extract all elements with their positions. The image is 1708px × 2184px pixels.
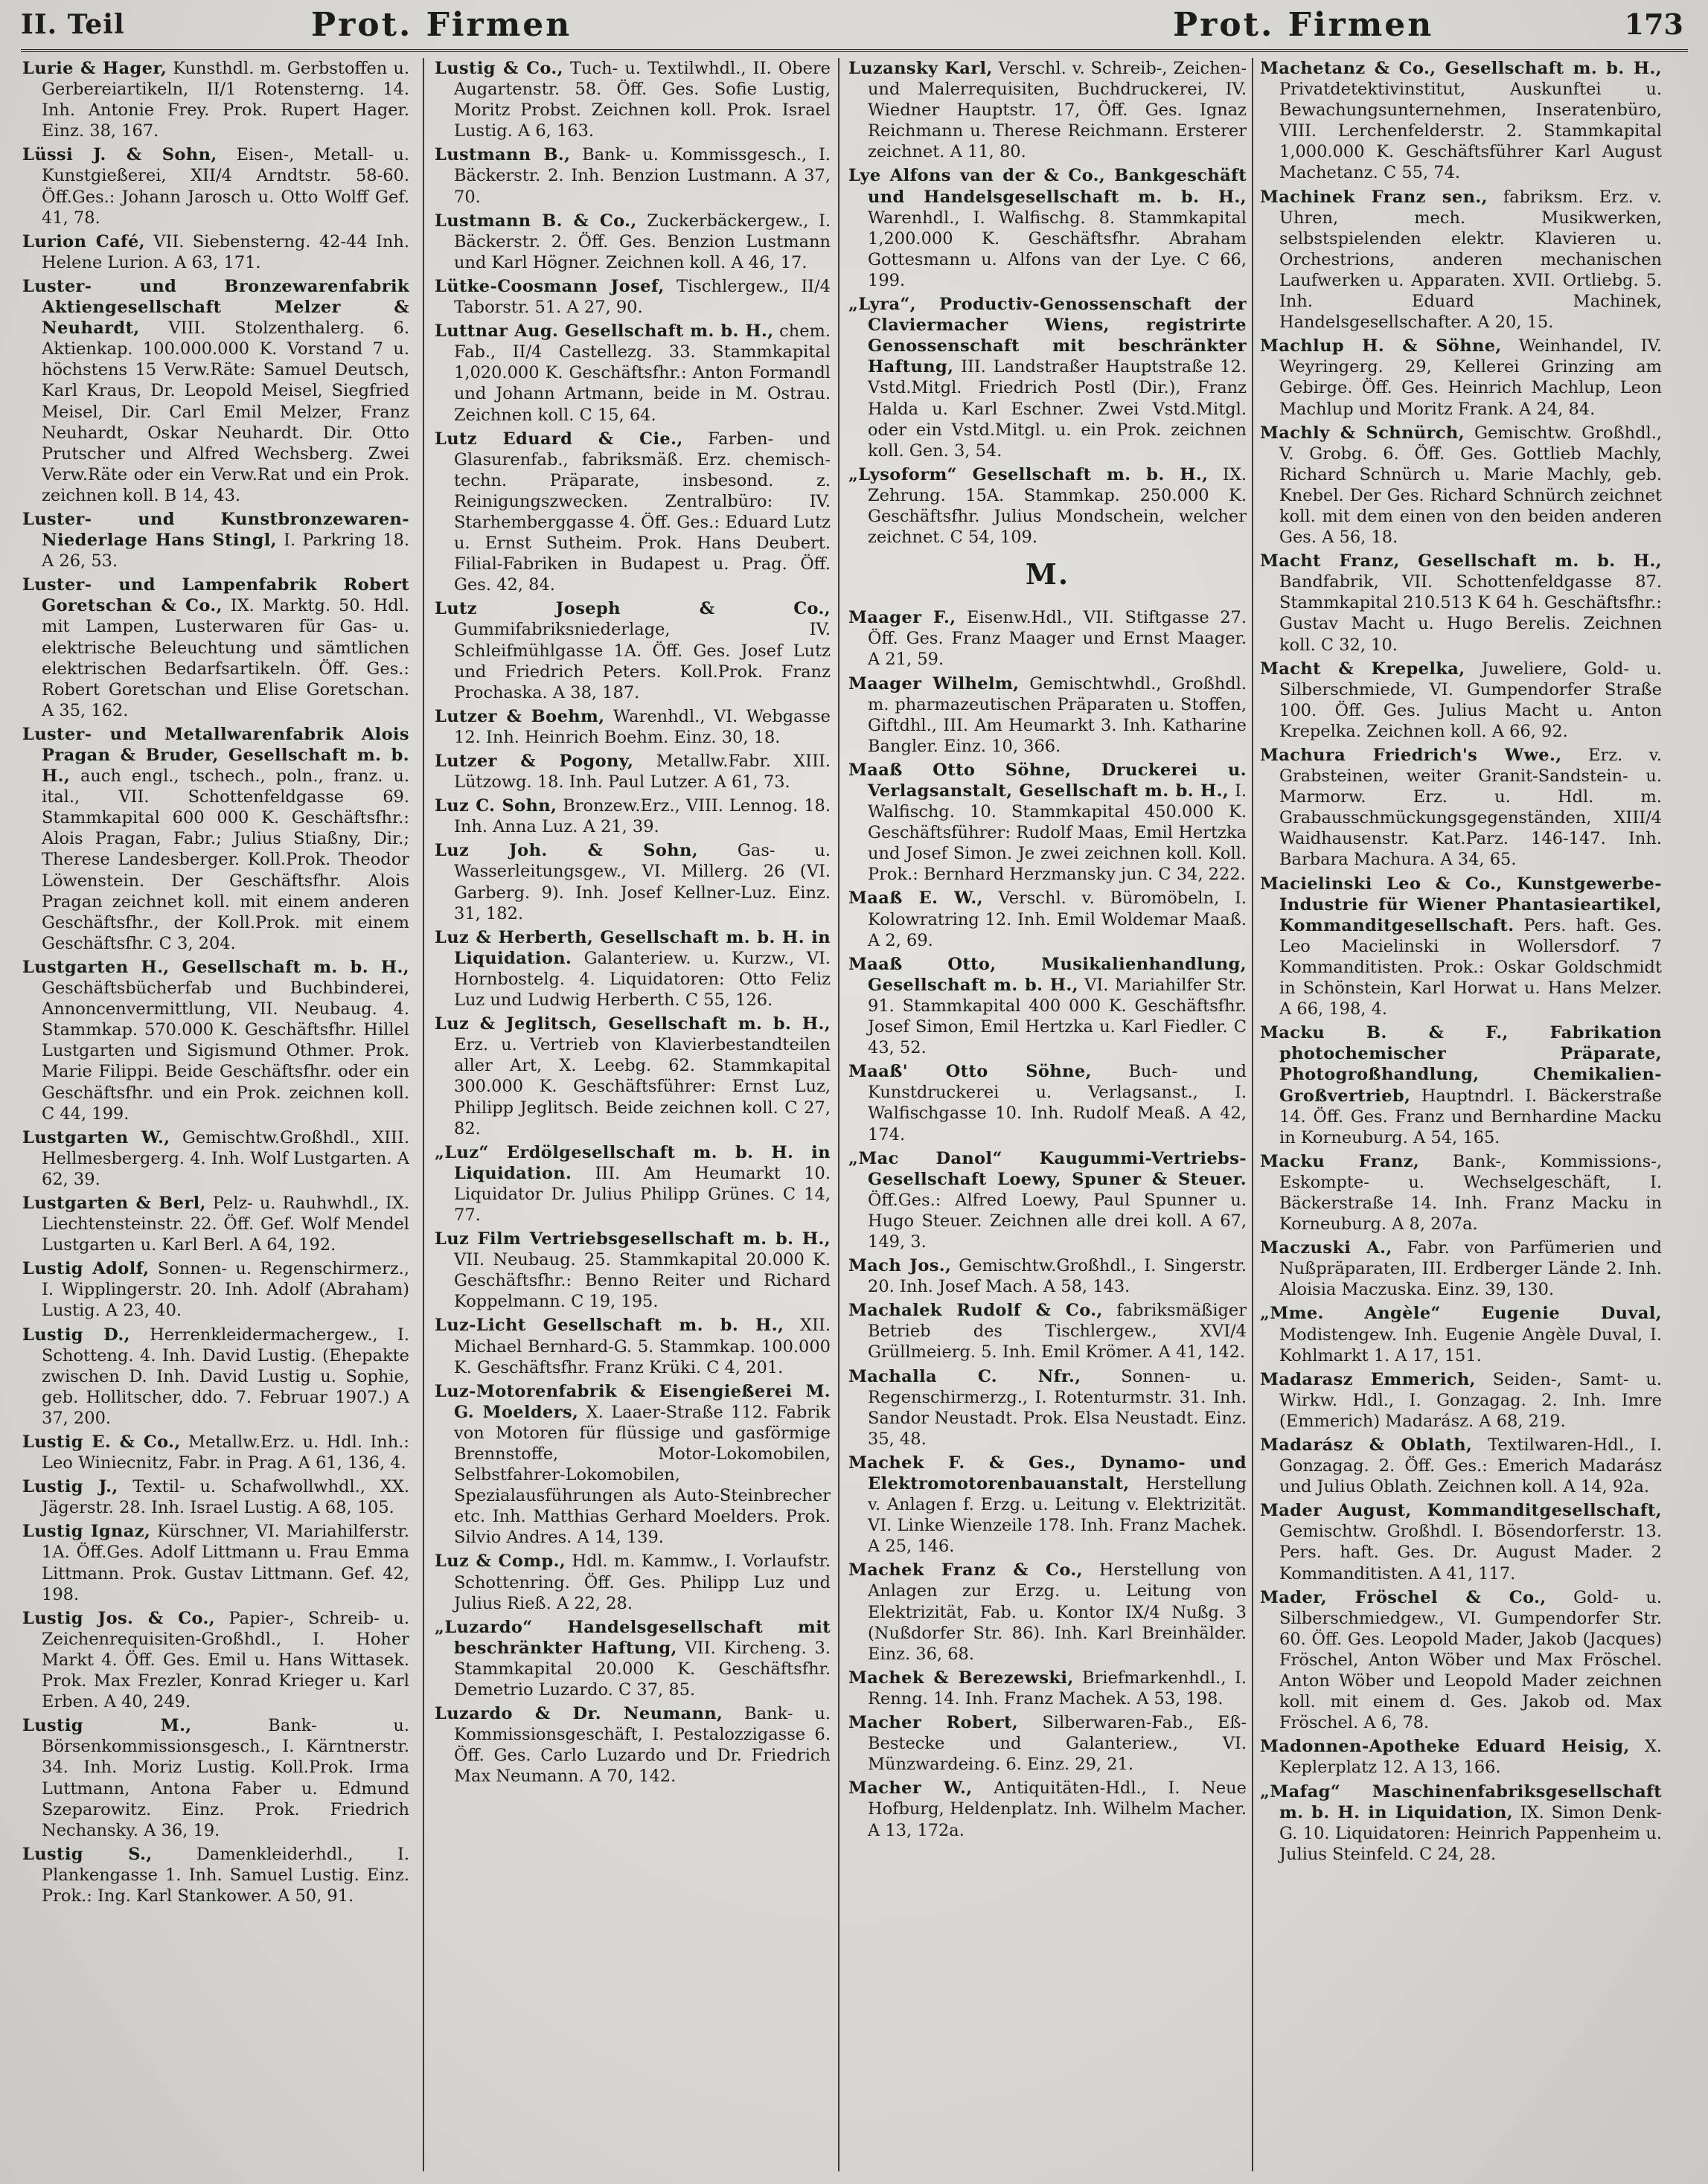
firm-details: I. Parkring 18. A 26, 53. [42,531,409,571]
directory-entry [435,751,831,792]
section-letter: M. [1025,557,1070,592]
firm-details: Papier-, Schreib- u. Zeichenrequisiten-Großhdl., I. Hoher Markt 4. Öff. Ges. Emil u. Hans Wittasek. Prok. Max Frezler, Konrad Krieger u. Karl Erben. A 40, 249. [42,1608,409,1712]
firm-name: Lütke-Coosmann Josef, [435,276,665,296]
firm-name: Machly & Schnürch, [1260,423,1465,443]
firm-details: Herstellung von Anlagen zur Erzg. u. Leitung von Elektrizität, Fab. u. Kontor IX/4 Nußg. 3 (Nußdorfer Str. 86). Inh. Karl Breinhälder. Einz. 36, 68. [868,1560,1247,1664]
firm-name: Luster- und Kunstbronzewaren-Niederlage Hans Stingl, [22,509,409,551]
firm-name: Lustmann B. & Co., [435,211,637,231]
directory-entry [22,1193,409,1255]
firm-details: Warenhdl., VI. Webgasse 12. Inh. Heinrich Boehm. Einz. 30, 18. [454,706,831,747]
directory-entry [435,1013,831,1139]
column-3 [848,58,1247,2175]
firm-name: Macher Robert, [848,1713,1019,1733]
firm-details: Textilwaren-Hdl., I. Gonzagag. 2. Öff. Ges.: Emerich Madarász und Julius Oblath. Zeichnen koll. A 14, 92a. [1279,1435,1662,1497]
firm-details: Gemischtw.Großhdl., XIII. Hellmesbergerg. 4. Inh. Wolf Lustgarten. A 62, 39. [42,1127,409,1189]
firm-name: Madonnen-Apotheke Eduard Heisig, [1260,1737,1630,1757]
firm-name: Luz-Motorenfabrik & Eisengießerei M. G. Moelders, [435,1381,831,1422]
firm-name: Lustig D., [22,1325,130,1345]
firm-details: Galanteriew. u. Kurzw., VI. Hornbostelg. 4. Liquidatoren: Otto Feliz Luz und Ludwig Herberth. C 55, 126. [454,948,831,1011]
firm-details: Kürschner, VI. Mariahilferstr. 1A. Öff.Ges. Adolf Littmann u. Frau Emma Littmann. Prok. Gustav Littmann. Gef. 42, 198. [42,1522,409,1604]
directory-entry [848,294,1247,461]
firm-name: Luz C. Sohn, [435,796,557,816]
firm-name: Lye Alfons van der & Co., Bankgeschäft und Handelsgesellschaft m. b. H., [848,166,1247,207]
firm-name: Lurie & Hager, [22,59,167,78]
firm-name: Lustig J., [22,1477,118,1497]
firm-details: Gas- u. Wasserleitungsgew., VI. Millerg. 26 (VI. Garberg. 9). Inh. Josef Kellner-Luz. Einz. 31, 182. [454,841,831,923]
firm-details: chem. Fab., II/4 Castellezg. 33. Stammkapital 1,020.000 K. Geschäftsfhr.: Anton Formandl und Johann Artmann, beide in M. Ostrau. Zeichnen koll. C 15, 64. [454,321,831,425]
firm-details: Damenkleiderhdl., I. Plankengasse 1. Inh. Samuel Lustig. Einz. Prok.: Ing. Karl Stankower. A 50, 91. [42,1844,409,1906]
column-divider [1252,58,1253,2171]
firm-name: Machek F. & Ges., Dynamo- und Elektromotorenbauanstalt, [848,1453,1247,1493]
directory-entry [435,276,831,318]
firm-name: „Lyra“, Productiv-Genossenschaft der Claviermacher Wiens, registrirte Genossenschaft mit beschränkter Haftung, [848,295,1247,377]
firm-details: VII. Kircheng. 3. Stammkapital 20.000 K. Geschäftsfhr. Demetrio Luzardo. C 37, 85. [454,1638,831,1700]
firm-details: X. Keplerplatz 12. A 13, 166. [1279,1737,1662,1778]
firm-name: Madarasz Emmerich, [1260,1369,1476,1389]
directory-entry [1260,1303,1662,1365]
column-divider [423,58,424,2171]
directory-entry [848,464,1247,548]
directory-entry [435,429,831,596]
firm-details: Gummifabriksniederlage, IV. Schleifmühlgasse 1A. Öff. Ges. Josef Lutz und Friedrich Peters. Koll.Prok. Franz Prochaska. A 38, 187. [454,620,831,702]
firm-details: Seiden-, Samt- u. Wirkw. Hdl., I. Gonzagag. 2. Inh. Imre (Emmerich) Madarász. A 68, 219. [1279,1369,1662,1431]
firm-name: Mader August, Kommanditgesellschaft, [1260,1501,1662,1521]
running-title-left: Prot. Firmen [311,6,572,44]
directory-entry [22,509,409,571]
page-number: 173 [1624,7,1683,41]
directory-entry [1260,187,1662,333]
firm-name: Lustig S., [22,1844,153,1864]
firm-name: Luzansky Karl, [848,59,993,78]
firm-details: Verschl. v. Schreib-, Zeichen- und Malerrequisiten, Buchdruckerei, IV. Wiedner Hauptstr. 17, Öff. Ges. Ignaz Reichmann u. Therese Reichmann. Ersterer zeichnet. A 11, 80. [868,59,1247,162]
directory-entry [1260,659,1662,742]
firm-name: Machalla C. Nfr., [848,1366,1081,1386]
directory-entry [435,1142,831,1226]
firm-name: Luster- und Bronzewarenfabrik Aktiengesellschaft Melzer & Neuhardt, [22,276,409,339]
directory-entry [22,58,409,141]
firm-details: VII. Neubaug. 25. Stammkapital 20.000 K. Geschäftsfhr.: Benno Reiter und Richard Koppelmann. C 19, 195. [454,1250,831,1312]
directory-entry [22,574,409,721]
directory-entry [435,598,831,702]
firm-name: „Mac Danol“ Kaugummi-Vertriebs-Gesellschaft Loewy, Spuner & Steuer. [848,1148,1247,1189]
firm-details: Hdl. m. Kammw., I. Vorlaufstr. Schottenring. Öff. Ges. Philipp Luz und Julius Rieß. A 22, 28. [454,1551,831,1613]
directory-entry [435,1617,831,1700]
firm-name: Maaß Otto, Musikalienhandlung, Gesellschaft m. b. H., [848,954,1247,995]
firm-name: Machetanz & Co., Gesellschaft m. b. H., [1260,59,1662,78]
firm-name: Machek Franz & Co., [848,1560,1083,1581]
firm-details: Bronzew.Erz., VIII. Lennog. 18. Inh. Anna Luz. A 21, 39. [454,796,831,837]
firm-name: Maczuski A., [1260,1238,1392,1258]
firm-name: Lustig E. & Co., [22,1432,181,1452]
firm-name: Lustig Adolf, [22,1259,150,1279]
directory-entry [848,1148,1247,1252]
firm-details: Erz. u. Vertrieb von Klavierbestandteilen aller Art, X. Leebg. 62. Stammkapital 300.000 K. Geschäftsführer: Ernst Luz, Philipp Jeglitsch. Beide zeichnen koll. C 27, 82. [454,1035,831,1139]
firm-details: IX. Zehrung. 15A. Stammkap. 250.000 K. Geschäftsfhr. Julius Mondschein, welcher zeichnet. C 54, 109. [868,464,1247,548]
firm-details: III. Landstraßer Hauptstraße 12. Vstd.Mitgl. Friedrich Postl (Dir.), Franz Halda u. Karl Eschner. Zwei Vstd.Mitgl. oder ein Vstd.Mitgl. u. ein Prok. zeichnen koll. Gen. 3, 54. [868,357,1247,461]
directory-entry [22,1127,409,1190]
firm-details: Bank-, Kommissions-, Eskompte- u. Wechselgeschäft, I. Bäckerstraße 14. Inh. Franz Macku in Korneuburg. A 8, 207a. [1279,1151,1662,1234]
firm-name: Luz-Licht Gesellschaft m. b. H., [435,1316,784,1336]
firm-name: Lustig Ignaz, [22,1522,151,1542]
firm-details: Eisen-, Metall- u. Kunstgießerei, XII/4 Arndtstr. 58-60. Öff.Ges.: Johann Jarosch u. Otto Wolff Gef. 41, 78. [42,145,409,228]
firm-details: IX. Simon Denk-G. 10. Liquidatoren: Heinrich Pappenheim u. Julius Steinfeld. C 24, 28. [1279,1802,1662,1864]
directory-entry [22,1258,409,1321]
firm-name: Lutz Eduard & Cie., [435,429,683,449]
directory-entry [22,1844,409,1906]
directory-entry [22,724,409,954]
firm-details: VII. Siebensterng. 42-44 Inh. Helene Lurion. A 63, 171. [42,231,409,272]
directory-entry [22,1432,409,1473]
firm-details: fabriksm. Erz. v. Uhren, mech. Musikwerken, selbstspielenden elektr. Klavieren u. Orchestrions, anderen mechanischen Laufwerken u. Apparaten. XVII. Ortliebg. 5. Inh. Eduard Machinek, Handelsgesellschafter. A 20, 15. [1279,187,1662,333]
firm-details: auch engl., tschech., poln., franz. u. ital., VII. Schottenfeldgasse 69. Stammkapital 600 000 K. Geschäftsfhr.: Alois Pragan, Fabr.; Julius Stiaßny, Dir.; Therese Landesberger. Koll.Prok. Theodor Löwenstein. Der Geschäftsfhr. Alois Pragan zeichnet koll. mit einem anderen Geschäftsfhr., der Koll.Prok. mit einem Geschäftsfhr. C 3, 204. [42,766,409,953]
firm-name: „Lysoform“ Gesellschaft m. b. H., [848,464,1209,484]
firm-name: Lustgarten H., Gesellschaft m. b. H., [22,957,409,977]
directory-entry [435,1315,831,1377]
firm-details: Metallw.Erz. u. Hdl. Inh.: Leo Winiecnitz, Fabr. in Prag. A 61, 136, 4. [42,1432,409,1473]
firm-details: Bank- u. Kommissgesch., I. Bäckerstr. 2. Inh. Benzion Lustmann. A 37, 70. [454,145,831,207]
firm-name: Machura Friedrich's Wwe., [1260,746,1562,765]
firm-name: Luz & Herberth, Gesellschaft m. b. H. in Liquidation. [435,927,831,968]
directory-entry [435,706,831,748]
firm-name: Luz Joh. & Sohn, [435,841,699,861]
directory-entry [848,1453,1247,1557]
firm-details: XII. Michael Bernhard-G. 5. Stammkap. 100.000 K. Geschäftsfhr. Franz Krüki. C 4, 201. [454,1316,831,1377]
directory-entry [848,165,1247,291]
firm-details: Kunsthdl. m. Gerbstoffen u. Gerbereiartikeln, II/1 Rotensterng. 14. Inh. Antonie Frey. Prok. Rupert Hager. Einz. 38, 167. [42,59,409,141]
firm-details: VIII. Stolzenthalerg. 6. Aktienkap. 100.000.000 K. Vorstand 7 u. höchstens 15 Verw.Räte: Samuel Deutsch, Karl Kraus, Dr. Leopold Meisel, Siegfried Meisel, Dir. Carl Emil Melzer, Franz Neuhardt, Oskar Neuhardt. Dir. Otto Prutscher und Alfred Wechsberg. Zwei Verw.Räte oder ein Verw.Rat und ein Prok. zeichnen koll. B 14, 43. [42,318,409,505]
firm-name: Mader, Fröschel & Co., [1260,1587,1547,1607]
firm-details: Briefmarkenhdl., I. Renng. 14. Inh. Franz Machek. A 53, 198. [868,1668,1247,1709]
directory-entry [435,58,831,141]
firm-name: Lüssi J. & Sohn, [22,145,217,165]
directory-entry [848,1366,1247,1450]
firm-name: Machlup H. & Söhne, [1260,336,1502,356]
directory-entry [848,58,1247,162]
firm-name: „Luzardo“ Handelsgesellschaft mit beschränkter Haftung, [435,1617,831,1658]
firm-details: Tuch- u. Textilwhdl., II. Obere Augartenstr. 58. Öff. Ges. Sofie Lustig, Moritz Probst. Zeichnen koll. Prok. Israel Lustig. A 6, 163. [454,59,831,141]
firm-name: Lurion Café, [22,231,146,252]
firm-name: Macku Franz, [1260,1151,1420,1171]
firm-details: Metallw.Fabr. XIII. Lützowg. 18. Inh. Paul Lutzer. A 61, 73. [454,752,831,792]
firm-name: Macht & Krepelka, [1260,659,1465,679]
directory-entry [1260,1435,1662,1497]
directory-entry [1260,1237,1662,1300]
firm-name: Lustmann B., [435,145,571,165]
firm-name: Macielinski Leo & Co., Kunstgewerbe-Industrie für Wiener Phantasieartikel, Kommanditgesellschaft. [1260,874,1662,935]
firm-name: Luzardo & Dr. Neumann, [435,1704,723,1724]
firm-details: Sonnen- u. Regenschirmerz., I. Wipplingerstr. 20. Inh. Adolf (Abraham) Lustig. A 23, 40. [42,1259,409,1321]
directory-entry [435,927,831,1011]
firm-name: Lustig Jos. & Co., [22,1608,216,1628]
directory-entry [1260,1781,1662,1865]
firm-name: Luz Film Vertriebsgesellschaft m. b. H., [435,1229,831,1249]
firm-name: „Mme. Angèle“ Eugenie Duval, [1260,1304,1662,1324]
firm-details: Gemischtw. Großhdl., V. Grobg. 6. Öff. Ges. Gottlieb Machly, Richard Schnürch u. Marie Machly, geb. Knebel. Der Ges. Richard Schnürch zeichnet koll. mit dem einen von den beiden anderen Ges. A 56, 18. [1279,423,1662,548]
firm-details: Fabr. von Parfümerien und Nußpräparaten, III. Erdberger Lände 2. Inh. Aloisia Maczuska. Einz. 39, 130. [1279,1238,1662,1300]
directory-entry [22,1608,409,1712]
directory-entry [848,1778,1247,1840]
directory-entry [22,231,409,273]
firm-name: Lutz Joseph & Co., [435,599,831,619]
directory-entry [435,211,831,273]
firm-details: III. Am Heumarkt 10. Liquidator Dr. Julius Philipp Grünes. C 14, 77. [454,1163,831,1225]
firm-details: Bank- u. Börsenkommissionsgesch., I. Kärntnerstr. 34. Inh. Moriz Lustig. Koll.Prok. Irma Luttmann, Antona Faber u. Edmund Szeparowitz. Einz. Prok. Friedrich Nechansky. A 36, 19. [42,1716,409,1840]
firm-details: Bank- u. Kommissionsgeschäft, I. Pestalozzigasse 6. Öff. Ges. Carlo Luzardo und Dr. Friedrich Max Neumann. A 70, 142. [454,1704,831,1787]
directory-entry [22,957,409,1124]
directory-entry [1260,58,1662,184]
directory-entry [848,888,1247,950]
firm-name: Lustig & Co., [435,59,563,78]
firm-details: Geschäftsbücherfab und Buchbinderei, Annoncenvermittlung, VII. Neubaug. 4. Stammkap. 570.000 K. Geschäftsfhr. Hillel Lustgarten und Sigismund Othmer. Prok. Marie Filippi. Beide Geschäftsfhr. oder ein Geschäftsfhr. und ein Prok. zeichnen koll. C 44, 199. [42,979,409,1124]
firm-details: Herrenkleidermachergew., I. Schotteng. 4. Inh. David Lustig. (Ehepakte zwischen D. Inh. David Lustig u. Sophie, geb. Hollitscher, ddo. 7. Februar 1907.) A 37, 200. [42,1325,409,1428]
directory-entry [22,1521,409,1604]
firm-details: Sonnen- u. Regenschirmerzg., I. Rotenturmstr. 31. Inh. Sandor Neustadt. Prok. Elsa Neustadt. Einz. 35, 48. [868,1366,1247,1449]
directory-entry [435,1381,831,1549]
directory-entry [1260,1736,1662,1778]
firm-name: Maager Wilhelm, [848,673,1020,694]
firm-name: Macht Franz, Gesellschaft m. b. H., [1260,551,1662,571]
directory-entry [848,1712,1247,1775]
firm-name: „Mafag“ Maschinenfabriksgesellschaft m. b. H. in Liquidation, [1260,1781,1662,1822]
directory-entry [848,673,1247,757]
directory-entry [435,1229,831,1312]
firm-details: Farben- und Glasurenfab., fabriksmäß. Erz. chemisch-techn. Präparate, insbesond. z. Reinigungszwecken. Zentralbüro: IV. Starhemberggasse 4. Öff. Ges.: Eduard Lutz u. Ernst Sutheim. Prok. Hans Deubert. Filial-Fabriken in Budapest u. Prag. Öff. Ges. 42, 84. [454,429,831,595]
firm-details: Gemischtw.Großhdl., I. Singerstr. 20. Inh. Josef Mach. A 58, 143. [868,1256,1247,1297]
firm-name: Mach Jos., [848,1256,952,1276]
firm-details: VI. Mariahilfer Str. 91. Stammkapital 400 000 K. Geschäftsfhr. Josef Simon, Emil Hertzka u. Karl Fiedler. C 43, 52. [868,975,1247,1058]
directory-entry [848,607,1247,670]
directory-entry [22,144,409,228]
directory-entry [1260,1022,1662,1148]
column-divider [838,58,839,2171]
firm-details: Bandfabrik, VII. Schottenfeldgasse 87. Stammkapital 210.513 K 64 h. Geschäftsfhr.: Gustav Macht u. Hugo Berelis. Zeichnen koll. C 32, 10. [1279,572,1662,655]
running-title-right: Prot. Firmen [1173,6,1434,44]
firm-name: Luster- und Metallwarenfabrik Alois Pragan & Bruder, Gesellschaft m. b. H., [22,724,409,787]
directory-entry [848,1061,1247,1144]
directory-entry [435,1703,831,1787]
firm-name: Macher W., [848,1778,973,1799]
firm-details: Pers. haft. Ges. Leo Macielinski in Wollersdorf. 7 Kommanditisten. Prok.: Oskar Goldschmidt in Schönstein, Karl Horwat u. Hans Melzer. A 66, 198, 4. [1279,915,1662,1019]
directory-entry [848,1255,1247,1297]
firm-details: Antiquitäten-Hdl., I. Neue Hofburg, Heldenplatz. Inh. Wilhelm Macher. A 13, 172a. [868,1778,1247,1840]
firm-details: Eisenw.Hdl., VII. Stiftgasse 27. Öff. Ges. Franz Maager und Ernst Maager. A 21, 59. [868,608,1247,670]
firm-name: Machek & Berezewski, [848,1668,1074,1688]
firm-name: Lustgarten W., [22,1127,170,1147]
column-1 [22,58,409,2175]
firm-name: Luz & Jeglitsch, Gesellschaft m. b. H., [435,1014,831,1034]
directory-entry [1260,1500,1662,1583]
firm-details: Pelz- u. Rauhwhdl., IX. Liechtensteinstr. 22. Öff. Gef. Wolf Mendel Lustgarten u. Karl Berl. A 64, 192. [42,1193,409,1255]
directory-entry [22,1325,409,1429]
firm-name: Madarász & Oblath, [1260,1435,1473,1455]
firm-details: Privatdetektivinstitut, Auskunftei u. Bewachungsunternehmen, Inseratenbüro, VIII. Lerchenfelderstr. 2. Stammkapital 1,000.000 K. Geschäftsführer Karl August Machetanz. C 55, 74. [1279,80,1662,183]
directory-entry [1260,1151,1662,1234]
directory-entry [435,795,831,837]
firm-details: fabriksmäßiger Betrieb des Tischlergew., XVI/4 Grüllmeierg. 5. Inh. Emil Krömer. A 41, 142. [868,1301,1247,1362]
firm-details: Erz. v. Grabsteinen, weiter Granit-Sandstein- u. Marmorw. Erz. u. Hdl. m. Grabausschmückungsgegenständen, XIII/4 Waidhausenstr. Kat.Parz. 146-147. Inh. Barbara Machura. A 34, 65. [1279,746,1662,870]
firm-name: Macku B. & F., Fabrikation photochemischer Präparate, Photogroßhandlung, Chemikalien-Großvertrieb, [1260,1023,1662,1106]
firm-details: IX. Marktg. 50. Hdl. mit Lampen, Lusterwaren für Gas- u. elektrische Beleuchtung und sämtlichen elektrischen Bedarfsartikeln. Öff. Ges.: Robert Goretschan und Elise Goretschan. A 35, 162. [42,596,409,720]
firm-details: Zuckerbäckergew., I. Bäckerstr. 2. Öff. Ges. Benzion Lustmann und Karl Högner. Zeichnen koll. A 46, 17. [454,211,831,272]
firm-name: Maaß Otto Söhne, Druckerei u. Verlagsanstalt, Gesellschaft m. b. H., [848,760,1247,801]
directory-entry [1260,423,1662,548]
directory-entry [435,840,831,923]
firm-name: Machalek Rudolf & Co., [848,1301,1103,1321]
directory-entry [848,1668,1247,1709]
firm-details: Gemischtw. Großhdl. I. Bösendorferstr. 13. Pers. haft. Ges. Dr. August Mader. 2 Kommanditisten. A 41, 117. [1279,1522,1662,1583]
directory-entry [22,1715,409,1841]
firm-name: Luz & Comp., [435,1551,566,1572]
directory-entry [1260,1369,1662,1432]
firm-details: Gemischtwhdl., Großhdl. m. pharmazeutischen Präparaten u. Stoffen, Giftdhl., III. Am Heumarkt 3. Inh. Katharine Bangler. Einz. 10, 366. [868,673,1247,756]
firm-details: Verschl. v. Büromöbeln, I. Kolowratring 12. Inh. Emil Woldemar Maaß. A 2, 69. [868,888,1247,950]
directory-entry [1260,745,1662,871]
firm-name: Lutzer & Boehm, [435,706,605,726]
directory-entry [1260,874,1662,1020]
firm-details: Öff.Ges.: Alfred Loewy, Paul Spunner u. Hugo Steuer. Zeichnen alle drei koll. A 67, 149, 3. [868,1190,1247,1252]
firm-name: Lustig M., [22,1716,192,1736]
directory-entry [435,1551,831,1613]
firm-details: Juweliere, Gold- u. Silberschmiede, VI. Gumpendorfer Straße 100. Öff. Ges. Julius Macht u. Anton Krepelka. Zeichnen koll. A 66, 92. [1279,659,1662,741]
firm-details: Textil- u. Schafwollwhdl., XX. Jägerstr. 28. Inh. Israel Lustig. A 68, 105. [42,1477,409,1518]
firm-details: Herstellung v. Anlagen f. Erzg. u. Leitung v. Elektrizität. VI. Linke Wienzeile 178. Inh. Franz Machek. A 25, 146. [868,1474,1247,1557]
column-2 [435,58,831,2175]
firm-details: Tischlergew., II/4 Taborstr. 51. A 27, 90. [454,276,831,318]
firm-name: Maager F., [848,608,956,628]
directory-entry [1260,1587,1662,1734]
column-4 [1260,58,1662,2175]
page-header [21,3,1688,52]
directory-entry [848,1300,1247,1362]
firm-details: Modistengew. Inh. Eugenie Angèle Duval, I. Kohlmarkt 1. A 17, 151. [1279,1325,1662,1365]
firm-details: Gold- u. Silberschmiedgew., VI. Gumpendorfer Str. 60. Öff. Ges. Leopold Mader, Jakob (Jacques) Fröschel, Anton Wöber und Max Fröschel. Anton Wöber und Leopold Mader zeichnen koll. mit einem d. Ges. Jakob od. Max Fröschel. A 6, 78. [1279,1587,1662,1733]
directory-entry [435,321,831,425]
firm-name: „Luz“ Erdölgesellschaft m. b. H. in Liquidation. [435,1142,831,1183]
directory-entry [435,144,831,207]
firm-details: Weinhandel, IV. Weyringerg. 29, Kellerei Grinzing am Gebirge. Öff. Ges. Heinrich Machlup, Leon Machlup und Moritz Frank. A 24, 84. [1279,336,1662,419]
directory-entry [1260,551,1662,655]
firm-name: Maaß E. W., [848,888,983,909]
firm-name: Lutzer & Pogony, [435,752,634,771]
directory-entry [848,1560,1247,1664]
part-label: II. Teil [21,9,125,40]
firm-details: Warenhdl., I. Walfischg. 8. Stammkapital 1,200.000 K. Geschäftsfhr. Abraham Gottesmann u. Alfons van der Lye. C 66, 199. [868,208,1247,290]
firm-details: Silberwaren-Fab., Eß-Bestecke und Galanteriew., VI. Münzwardeing. 6. Einz. 29, 21. [868,1713,1247,1775]
firm-details: Buch- und Kunstdruckerei u. Verlagsanst., I. Walfischgasse 10. Inh. Rudolf Meaß. A 42, 174. [868,1062,1247,1144]
firm-details: X. Laaer-Straße 112. Fabrik von Motoren für flüssige und gasförmige Brennstoffe, Motor-Lokomobilen, Selbstfahrer-Lokomobilen, Spezialausführungen als Auto-Steinbrecher etc. Inh. Matthias Gerhard Moelders. Prok. Silvio Andres. A 14, 139. [454,1402,831,1548]
firm-details: Hauptndrl. I. Bäckerstraße 14. Öff. Ges. Franz und Bernhardine Macku in Korneuburg. A 54, 165. [1279,1086,1662,1147]
firm-details: I. Walfischg. 10. Stammkapital 450.000 K. Geschäftsführer: Rudolf Maas, Emil Hertzka und Josef Simon. Je zwei zeichnen koll. Koll. Prok.: Bernhard Herzmansky jun. C 34, 222. [868,781,1247,885]
firm-name: Maaß' Otto Söhne, [848,1062,1092,1082]
firm-name: Machinek Franz sen., [1260,187,1488,207]
directory-entry [848,954,1247,1058]
directory-entry [1260,336,1662,419]
firm-name: Luster- und Lampenfabrik Robert Goretschan & Co., [22,575,409,616]
directory-entry [848,760,1247,886]
directory-entry [22,1476,409,1518]
firm-name: Lustgarten & Berl, [22,1193,206,1213]
firm-name: Luttnar Aug. Gesellschaft m. b. H., [435,321,774,342]
directory-entry [22,276,409,506]
